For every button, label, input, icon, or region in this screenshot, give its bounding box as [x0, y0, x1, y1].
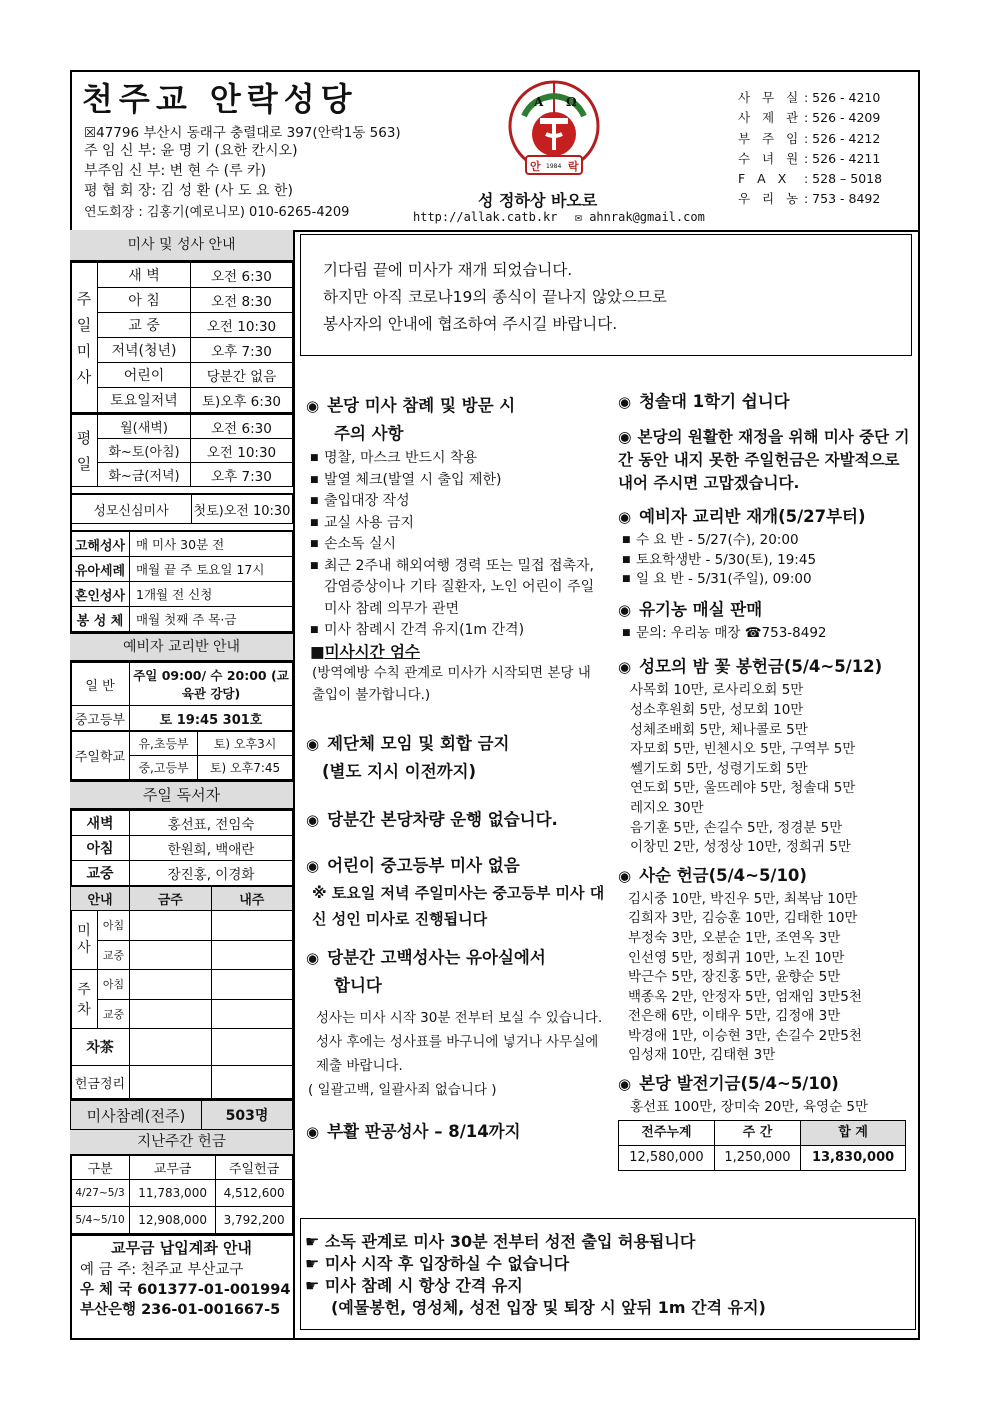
- duty-cell: [211, 970, 293, 1000]
- duty-cell: [211, 911, 293, 941]
- building-fund-donors: 홍선표 100만, 장미숙 20만, 육영순 5만: [630, 1099, 869, 1116]
- sunday-label-char: 사: [76, 367, 92, 386]
- mass-time-note: (방역예방 수칙 관계로 미사가 시작되면 본당 내 출입이 불가합니다.): [312, 665, 591, 703]
- sacrament-info: 매월 끝 주 토요일 17시: [130, 557, 293, 582]
- offering-sunday: 3,792,200: [216, 1207, 293, 1234]
- secondary-time: 토) 오후7:45: [198, 756, 293, 780]
- sacrament-info: 매 미사 30분 전: [130, 531, 293, 557]
- mass-name: 저녁(청년): [98, 338, 191, 363]
- sacrament-name: 고해성사: [71, 531, 130, 557]
- phone-row: [738, 169, 882, 189]
- mass-time: 토)오후 6:30: [191, 388, 293, 413]
- donor-line: 성소후원회 5만, 성모회 10만: [630, 701, 804, 718]
- duty-tea-label: 차茶: [71, 1029, 130, 1066]
- duty-header-next-week: 내주: [211, 887, 293, 911]
- middle-column: [306, 392, 606, 1146]
- mass-name: 토요일저녁: [98, 388, 191, 413]
- duty-mass-label: 미사: [77, 923, 91, 956]
- catechumen-class: ■ 토요학생반 - 5/30(토), 19:45: [618, 551, 914, 571]
- pointing-hand-icon: ☛: [305, 1232, 325, 1251]
- duty-header-this-week: 금주: [130, 887, 212, 911]
- svg-text:락: 락: [568, 160, 579, 173]
- sunday-label-char: 일: [76, 315, 92, 334]
- catechumen-class: ■ 일 요 반 - 5/31(주일), 09:00: [618, 570, 914, 590]
- duty-cell: [211, 1066, 293, 1099]
- mary-mass-time: 첫토)오전 10:30: [192, 494, 293, 524]
- vehicle-heading: ◉ 당분간 본당차량 운행 없습니다.: [306, 810, 558, 829]
- elementary-label: 유,초등부: [130, 732, 198, 756]
- duty-cell: [130, 1066, 212, 1099]
- reader-names: 한원희, 백애란: [130, 836, 293, 861]
- fund-total-value: 13,830,000: [801, 1145, 906, 1170]
- svg-text:안: 안: [530, 160, 541, 173]
- fund-col-total: 합 계: [801, 1120, 906, 1145]
- duty-parking-label: 주차: [77, 982, 91, 1018]
- offering-dues: 11,783,000: [130, 1180, 216, 1207]
- duty-cell: [130, 940, 212, 970]
- fund-week-value: 1,250,000: [714, 1145, 800, 1170]
- building-fund-table: [618, 1120, 906, 1171]
- secondary-label: 중,고등부: [130, 756, 198, 780]
- guideline-item: ■ 명찰, 마스크 반드시 착용: [306, 448, 606, 470]
- assistant-pastor-line: 부주임 신 부: 변 현 수 (루 카): [84, 163, 267, 179]
- mass-time: 당분간 없음: [191, 363, 293, 388]
- pointing-hand-icon: ☛: [305, 1254, 325, 1273]
- phone-label: 사 무 실: [738, 90, 803, 105]
- visit-guidelines-heading: ◉ 본당 미사 참례 및 방문 시: [306, 396, 516, 415]
- council-president-line: 평 협 회 장: 김 성 환 (사 도 요 한): [84, 183, 293, 199]
- sunday-mass-table: [70, 262, 293, 413]
- reader-mass: 교중: [71, 861, 130, 886]
- weekday-mass-label: [71, 414, 98, 487]
- right-column: [618, 388, 914, 1171]
- duty-cell: [130, 1029, 212, 1066]
- patron-saint: 성 정하상 바오로: [478, 191, 598, 210]
- donor-line: 백종옥 2만, 안정자 5만, 엄재임 3만5천: [628, 988, 862, 1005]
- left-sidebar: [70, 230, 295, 1340]
- phone-number: : 528 – 5018: [804, 171, 883, 187]
- offering-period: 4/27~5/3: [71, 1180, 130, 1207]
- mass-time: 오후 7:30: [191, 463, 293, 487]
- duty-cell: [211, 999, 293, 1029]
- confession-subheading: 합니다: [334, 976, 382, 995]
- youth-mass-note: ※ 토요일 저녁 주일미사는 중고등부 미사 대신 성인 미사로 진행됩니다: [312, 884, 605, 928]
- mass-time-rule: ■미사시간 엄수: [310, 642, 420, 661]
- group-meeting-heading: ◉ 제단체 모임 및 회합 금지: [306, 734, 510, 753]
- catechumen-resume-heading: ◉ 예비자 교리반 재개(5/27부터): [618, 507, 866, 526]
- catechumen-heading: 예비자 교리반 안내: [70, 632, 293, 662]
- donor-line: 음기훈 5만, 손길수 5만, 정경분 5만: [630, 819, 843, 836]
- pastor-line: 주 임 신 부: 윤 명 기 (요한 칸시오): [84, 143, 298, 159]
- phone-number: : 753 - 8492: [804, 191, 881, 207]
- account-list: [70, 1260, 293, 1320]
- pointing-hand-icon: ☛: [305, 1276, 325, 1295]
- phone-row: [738, 108, 882, 128]
- easter-confession-heading: ◉ 부활 판공성사 – 8/14까지: [306, 1122, 521, 1141]
- duty-offering-label: 헌금정리: [71, 1066, 130, 1099]
- mass-name: 어린이: [98, 363, 191, 388]
- bottom-notice-box: [300, 1218, 916, 1330]
- mail-icon: ✉: [574, 210, 582, 224]
- weekday-label-char: 일: [76, 454, 92, 473]
- mass-name: 교 중: [98, 313, 191, 338]
- phone-directory: [738, 88, 882, 210]
- attendance-label: 미사참례(전주): [71, 1100, 202, 1130]
- reader-mass: 새벽: [71, 811, 130, 836]
- bottom-notice-detail: (예물봉헌, 영성체, 성전 입장 및 퇴장 시 앞뒤 1m 간격 유지): [331, 1298, 766, 1317]
- fund-col-week: 주 간: [714, 1120, 800, 1145]
- postal-account: 우 체 국 601377-01-001994: [80, 1282, 291, 1298]
- phone-number: : 526 - 4209: [804, 110, 881, 126]
- lenten-offering-heading: ◉ 사순 헌금(5/4~5/10): [618, 865, 807, 885]
- visit-guidelines-subheading: 주의 사항: [334, 424, 404, 443]
- duty-parking-main: 교중: [102, 1008, 125, 1021]
- sacraments-table: [70, 530, 293, 632]
- youth-class-time: 토 19:45 301호: [130, 706, 293, 731]
- general-class-time: 주일 09:00/ 수 20:00 (교육관 강당): [130, 663, 293, 706]
- confession-note-2: ( 일괄고백, 일괄사죄 없습니다 ): [308, 1082, 497, 1098]
- elementary-time: 토) 오후3시: [198, 732, 293, 756]
- youth-mass-heading: ◉ 어린이 중고등부 미사 없음: [306, 856, 520, 875]
- donor-line: 김시중 10만, 박진우 5만, 최복남 10만: [628, 890, 858, 907]
- plum-sale-contact: ■ 문의: 우리농 매장 ☎753-8492: [618, 624, 914, 644]
- svg-text:1984: 1984: [546, 163, 562, 170]
- phone-label: 수 녀 원: [738, 150, 803, 166]
- donor-line: 이창민 2만, 성정상 10만, 정희귀 5만: [630, 839, 851, 856]
- sunday-mass-label: [71, 263, 98, 413]
- phone-label: 부 주 임: [738, 130, 803, 146]
- phone-label: F A X: [738, 171, 791, 187]
- account-holder: 예 금 주: 천주교 부산교구: [80, 1262, 244, 1278]
- guideline-item: ■ 발열 체크(발열 시 출입 제한): [306, 470, 606, 492]
- contact-line: [413, 210, 705, 224]
- parish-address: ☒47796 부산시 동래구 충렬대로 397(안락1동 563): [84, 125, 401, 141]
- mass-time: 오전 8:30: [191, 288, 293, 313]
- duty-mass-main: 교중: [102, 949, 125, 962]
- phone-row: [738, 88, 882, 108]
- duty-mass-morning: 아침: [98, 911, 129, 941]
- guideline-item: ■ 출입대장 작성: [306, 491, 606, 513]
- confession-note: 성사는 미사 시작 30분 전부터 보실 수 있습니다. 성사 후에는 성사표를 바구니에 넣거나 사무실에 제출 바랍니다.: [316, 1010, 603, 1074]
- sacrament-info: 매월 첫째 주 목·금: [130, 607, 293, 632]
- offering-col-period: 구분: [71, 1156, 130, 1180]
- sacrament-info: 1개월 전 신청: [130, 582, 293, 607]
- bottom-notice-line: ☛ 미사 시작 후 입장하실 수 없습니다: [305, 1254, 570, 1273]
- mass-schedule-heading: 미사 및 성사 안내: [70, 230, 293, 262]
- duty-cell: [130, 970, 212, 1000]
- reader-names: 홍선표, 전임숙: [130, 811, 293, 836]
- svg-text:A: A: [534, 95, 544, 109]
- offering-table: [70, 1155, 293, 1234]
- sunday-school-table: [70, 731, 293, 780]
- general-class-label: 일 반: [71, 663, 130, 706]
- sunday-school-label: 주일학교: [71, 732, 130, 780]
- mass-name: 아 침: [98, 288, 191, 313]
- catechumen-class: ■ 수 요 반 - 5/27(수), 20:00: [618, 531, 914, 551]
- mass-name: 월(새벽): [98, 414, 191, 439]
- donor-line: 김희자 3만, 김승훈 10만, 김태한 10만: [628, 910, 858, 927]
- duty-table: [70, 886, 293, 1099]
- offering-period: 5/4~5/10: [71, 1207, 130, 1234]
- offering-sunday: 4,512,600: [216, 1180, 293, 1207]
- donor-line: 연도회 5만, 울뜨레야 5만, 청솔대 5만: [630, 780, 856, 797]
- phone-number: : 526 - 4210: [804, 90, 881, 105]
- mass-time: 오전 6:30: [191, 263, 293, 288]
- donor-line: 임성재 10만, 김태현 3만: [628, 1047, 776, 1064]
- mary-mass-table: [70, 493, 293, 524]
- duty-cell: [211, 1029, 293, 1066]
- parish-title: 천주교 안락성당: [82, 80, 358, 118]
- donor-line: 자모회 5만, 빈첸시오 5만, 구역부 5만: [630, 741, 856, 758]
- may-flower-heading: ◉ 성모의 밤 꽃 봉헌금(5/4~5/12): [618, 657, 883, 677]
- youth-class-label: 중고등부: [71, 706, 130, 731]
- sunday-label-char: 주: [76, 289, 92, 308]
- website-link[interactable]: http://allak.catb.kr: [413, 210, 558, 224]
- reader-mass: 아침: [71, 836, 130, 861]
- donor-line: 인선영 5만, 정희귀 10만, 노진 10만: [628, 949, 845, 966]
- sunday-label-char: 미: [76, 341, 92, 360]
- attendance-table: [70, 1099, 293, 1130]
- donor-line: 부정숙 3만, 오분순 1만, 조연옥 3만: [628, 929, 841, 946]
- phone-label: 우 리 농: [738, 191, 803, 207]
- weekday-label-char: 평: [76, 428, 92, 447]
- phone-label: 사 제 관: [738, 110, 803, 126]
- notice-box: [300, 234, 912, 356]
- duty-cell: [130, 911, 212, 941]
- guideline-item: ■ 손소독 실시: [306, 534, 606, 556]
- mass-name: 화~금(저녁): [98, 463, 191, 487]
- building-fund-heading: ◉ 본당 발전기금(5/4~5/10): [618, 1074, 839, 1094]
- guideline-item: ■ 교실 사용 금지: [306, 513, 606, 535]
- donor-line: 박근수 5만, 장진홍 5만, 윤향순 5만: [628, 969, 841, 986]
- mass-time: 오전 10:30: [191, 313, 293, 338]
- mass-time: 오후 7:30: [191, 338, 293, 363]
- confession-heading: ◉ 당분간 고백성사는 유아실에서: [306, 948, 546, 967]
- mass-name: 새 벽: [98, 263, 191, 288]
- phone-row: [738, 189, 882, 209]
- weekday-mass-table: [70, 413, 293, 487]
- sacrament-name: 혼인성사: [71, 582, 130, 607]
- group-meeting-subheading: (별도 지시 이전까지): [322, 762, 477, 781]
- notice-line: 기다림 끝에 미사가 재개 되었습니다.: [323, 261, 573, 279]
- email-link[interactable]: ahnrak@gmail.com: [589, 210, 705, 224]
- guideline-item: ■ 최근 2주내 해외여행 경력 또는 밀접 접촉자, 감염증상이나 기타 질환자, 노인 어린이 주일미사 참례 의무가 관면: [306, 556, 606, 621]
- svg-text:Ω: Ω: [566, 95, 577, 109]
- attendance-value: 503명: [202, 1100, 293, 1130]
- phone-row: [738, 149, 882, 169]
- donor-line: 박경애 1만, 이승현 3만, 손길수 2만5천: [628, 1027, 862, 1044]
- donor-line: 전은해 6만, 이태우 5만, 김정애 3만: [628, 1008, 841, 1025]
- offering-dues: 12,908,000: [130, 1207, 216, 1234]
- phone-row: [738, 129, 882, 149]
- notice-line: 하지만 아직 코로나19의 종식이 끝나지 않았으므로: [323, 288, 667, 306]
- reader-names: 장진홍, 이경화: [130, 861, 293, 886]
- phone-number: : 526 - 4211: [804, 150, 881, 166]
- donor-line: 사목회 10만, 로사리오회 5만: [630, 682, 804, 699]
- duty-cell: [130, 999, 212, 1029]
- readers-heading: 주일 독서자: [70, 780, 293, 810]
- bottom-notice-line: ☛ 소독 관계로 미사 30분 전부터 성전 출입 허용됩니다: [305, 1232, 696, 1251]
- donor-line: 성체조배회 5만, 체나콜로 5만: [630, 721, 808, 738]
- fund-previous-value: 12,580,000: [619, 1145, 715, 1170]
- mass-time: 오전 6:30: [191, 414, 293, 439]
- phone-number: : 526 - 4212: [804, 130, 881, 146]
- notice-line: 봉사자의 안내에 협조하여 주시길 바랍니다.: [323, 315, 618, 333]
- offering-col-dues: 교무금: [130, 1156, 216, 1180]
- sacrament-name: 유아세례: [71, 557, 130, 582]
- donor-line: 쎌기도회 5만, 성령기도회 5만: [630, 760, 808, 777]
- district-chief-line: 연도회장 : 김홍기(예로니모) 010-6265-4209: [84, 205, 350, 220]
- catechumen-table: [70, 662, 293, 731]
- donor-line: 레지오 30만: [630, 799, 704, 816]
- mass-name: 화~토(아침): [98, 439, 191, 463]
- duty-parking-morning: 아침: [98, 970, 129, 1000]
- mary-mass-label: 성모신심미사: [71, 494, 192, 524]
- guideline-item: ■ 미사 참례시 간격 유지(1m 간격): [306, 620, 606, 642]
- fund-col-previous: 전주누계: [619, 1120, 715, 1145]
- duty-header-guide: 안내: [71, 887, 130, 911]
- account-heading: 교무금 납입계좌 안내: [70, 1234, 293, 1260]
- scouts-heading: ◉ 청솔대 1학기 쉽니다: [618, 392, 790, 411]
- duty-cell: [211, 940, 293, 970]
- bullet-icon: ◉: [306, 397, 320, 415]
- sacrament-name: 봉 성 체: [71, 607, 130, 632]
- bottom-notice-line: ☛ 미사 참례 시 항상 간격 유지: [305, 1276, 523, 1295]
- readers-table: [70, 810, 293, 886]
- offering-request: ◉ 본당의 원활한 재정을 위해 미사 중단 기간 동안 내지 못한 주일헌금은 자발적으로 내어 주시면 고맙겠습니다.: [618, 428, 910, 492]
- offering-heading: 지난주간 헌금: [70, 1130, 293, 1155]
- bank-account: 부산은행 236-01-001667-5: [80, 1302, 281, 1318]
- mass-time: 오전 10:30: [191, 439, 293, 463]
- plum-sale-heading: ◉ 유기농 매실 판매: [618, 599, 763, 619]
- offering-col-sunday: 주일헌금: [216, 1156, 293, 1180]
- parish-logo: [502, 76, 606, 184]
